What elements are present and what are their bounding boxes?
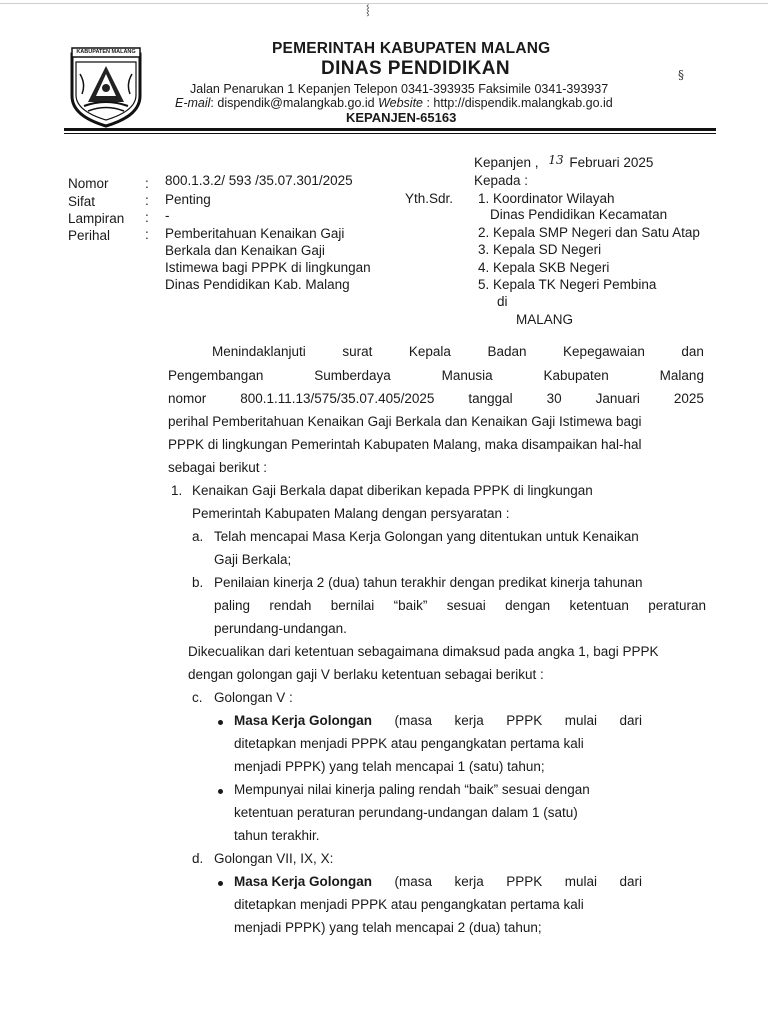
word: mulai <box>564 874 597 889</box>
meta-label-perihal: Perihal <box>68 228 111 243</box>
word: (masa <box>394 874 433 889</box>
page-top-edge <box>0 3 768 4</box>
date-month-year: Februari 2025 <box>569 155 654 170</box>
meta-colon: : <box>145 227 149 242</box>
word: Kabupaten <box>543 368 609 383</box>
subject-line-2: Berkala dan Kenaikan Gaji <box>165 243 325 258</box>
date-place: Kepanjen , <box>474 155 539 170</box>
body-line <box>234 874 642 889</box>
letter-nature: Penting <box>165 192 211 207</box>
reference-number: 800.1.11.13/575/35.07.405/2025 <box>240 391 435 406</box>
meta-colon: : <box>145 176 149 191</box>
body-line: Penilaian kinerja 2 (dua) tahun terakhir dengan predikat kinerja tahunan <box>214 575 643 590</box>
word: surat <box>342 344 373 359</box>
body-line: Kenaikan Gaji Berkala dapat diberikan kepada PPPK di lingkungan <box>192 483 593 498</box>
word: 2025 <box>673 391 704 406</box>
bullet-icon <box>218 881 223 886</box>
contact-line <box>175 96 613 110</box>
body-line: Mempunyai nilai kinerja paling rendah “baik” sesuai dengan <box>234 782 590 797</box>
letterhead-rule-thin <box>64 133 716 134</box>
word: “baik” <box>393 598 428 613</box>
body-line <box>168 391 704 406</box>
government-name: PEMERINTAH KABUPATEN MALANG <box>272 40 551 57</box>
word: rendah <box>269 598 312 613</box>
body-line: PPPK di lingkungan Pemerintah Kabupaten Malang, maka disampaikan hal-hal <box>168 437 642 452</box>
word: Badan <box>487 344 527 359</box>
body-line: Golongan V : <box>214 690 293 705</box>
scan-mark: § <box>678 68 684 82</box>
meta-label-sifat: Sifat <box>68 194 96 209</box>
subject-line-3: Istimewa bagi PPPK di lingkungan <box>165 260 371 275</box>
body-line: ditetapkan menjadi PPPK atau pengangkatan pertama kali <box>234 897 584 912</box>
letter-number: 800.1.3.2/ 593 /35.07.301/2025 <box>165 173 353 188</box>
word: Sumberdaya <box>314 368 391 383</box>
word: 30 <box>546 391 562 406</box>
body-line <box>214 598 706 613</box>
word: Menindaklanjuti <box>212 344 306 359</box>
word: dengan <box>505 598 551 613</box>
body-line: perundang-undangan. <box>214 621 347 636</box>
word: dari <box>619 713 642 728</box>
body-line <box>212 344 704 359</box>
scan-mark: ⸾ <box>366 5 370 16</box>
meta-label-lampiran: Lampiran <box>68 211 125 226</box>
body-line <box>234 713 642 728</box>
word: PPPK <box>506 713 543 728</box>
word: ketentuan <box>569 598 629 613</box>
city-postal-code: KEPANJEN-65163 <box>346 110 457 125</box>
email-label: E-mail <box>175 96 211 110</box>
item-letter: d. <box>192 851 204 866</box>
recipient-salutation: Yth.Sdr. <box>405 191 454 206</box>
bold-term: Masa Kerja Golongan <box>234 874 373 889</box>
word: Pengembangan <box>168 368 264 383</box>
word: kerja <box>454 713 484 728</box>
word: Januari <box>595 391 640 406</box>
meta-colon: : <box>145 210 149 225</box>
word: Kepegawaian <box>563 344 645 359</box>
email-value: : dispendik@malangkab.go.id <box>210 96 379 110</box>
date-day-handwritten: 13 <box>548 153 564 167</box>
body-line: Pemerintah Kabupaten Malang dengan persyaratan : <box>192 506 510 521</box>
word: dan <box>681 344 704 359</box>
letterhead-rule-thick <box>64 128 716 131</box>
word: (masa <box>394 713 433 728</box>
subject-line-4: Dinas Pendidikan Kab. Malang <box>165 277 350 292</box>
recipient-item: 5. Kepala TK Negeri Pembina <box>478 277 657 292</box>
recipient-item: Dinas Pendidikan Kecamatan <box>490 207 668 222</box>
word: PPPK <box>506 874 543 889</box>
item-number: 1. <box>171 483 183 498</box>
word: bernilai <box>330 598 375 613</box>
recipient-di: di <box>497 294 508 309</box>
word: peraturan <box>648 598 706 613</box>
body-line: Dikecualikan dari ketentuan sebagaimana dimaksud pada angka 1, bagi PPPK <box>188 644 659 659</box>
recipient-item: 3. Kepala SD Negeri <box>478 242 602 257</box>
recipient-item: 2. Kepala SMP Negeri dan Satu Atap <box>478 225 700 240</box>
office-address: Jalan Penarukan 1 Kepanjen Telepon 0341-393935 Faksimile 0341-393937 <box>190 82 609 96</box>
bullet-icon <box>218 789 223 794</box>
website-value: : http://dispendik.malangkab.go.id <box>423 96 613 110</box>
item-letter: b. <box>192 575 204 590</box>
body-line: menjadi PPPK) yang telah mencapai 2 (dua) tahun; <box>234 920 542 935</box>
body-line: ditetapkan menjadi PPPK atau pengangkatan pertama kali <box>234 736 584 751</box>
word: tanggal <box>468 391 513 406</box>
body-line: ketentuan peraturan perundang-undangan dalam 1 (satu) <box>234 805 578 820</box>
bold-term: Masa Kerja Golongan <box>234 713 373 728</box>
recipient-city: MALANG <box>516 312 574 327</box>
meta-colon: : <box>145 193 149 208</box>
body-line: sebagai berikut : <box>168 460 268 475</box>
department-name: DINAS PENDIDIKAN <box>321 58 511 79</box>
body-line: menjadi PPPK) yang telah mencapai 1 (satu) tahun; <box>234 759 545 774</box>
body-line: Golongan VII, IX, X: <box>214 851 334 866</box>
word: Malang <box>659 368 704 383</box>
body-line: dengan golongan gaji V berlaku ketentuan sebagai berikut : <box>188 667 544 682</box>
word: Kepala <box>408 344 451 359</box>
body-line: Gaji Berkala; <box>214 552 292 567</box>
word: dari <box>619 874 642 889</box>
subject-line-1: Pemberitahuan Kenaikan Gaji <box>165 226 345 241</box>
logo-caption: KABUPATEN MALANG <box>76 49 136 55</box>
item-letter: a. <box>192 529 204 544</box>
body-line <box>168 368 704 383</box>
letter-date <box>474 155 653 170</box>
item-letter: c. <box>192 690 203 705</box>
website-label: Website <box>378 96 424 110</box>
word: kerja <box>454 874 484 889</box>
body-line: Telah mencapai Masa Kerja Golongan yang ditentukan untuk Kenaikan <box>214 529 639 544</box>
word: paling <box>214 598 251 613</box>
word: mulai <box>564 713 597 728</box>
word: sesuai <box>446 598 486 613</box>
regency-crest-logo <box>66 44 146 128</box>
body-line: tahun terakhir. <box>234 828 320 843</box>
word: Manusia <box>441 368 493 383</box>
to-label: Kepada : <box>474 173 529 188</box>
recipient-item: 4. Kepala SKB Negeri <box>478 260 610 275</box>
recipient-item: 1. Koordinator Wilayah <box>478 191 615 206</box>
attachment-value: - <box>165 208 170 223</box>
bullet-icon <box>218 720 223 725</box>
body-line: perihal Pemberitahuan Kenaikan Gaji Berkala dan Kenaikan Gaji Istimewa bagi <box>168 414 642 429</box>
word: nomor <box>168 391 207 406</box>
meta-label-nomor: Nomor <box>68 176 109 191</box>
